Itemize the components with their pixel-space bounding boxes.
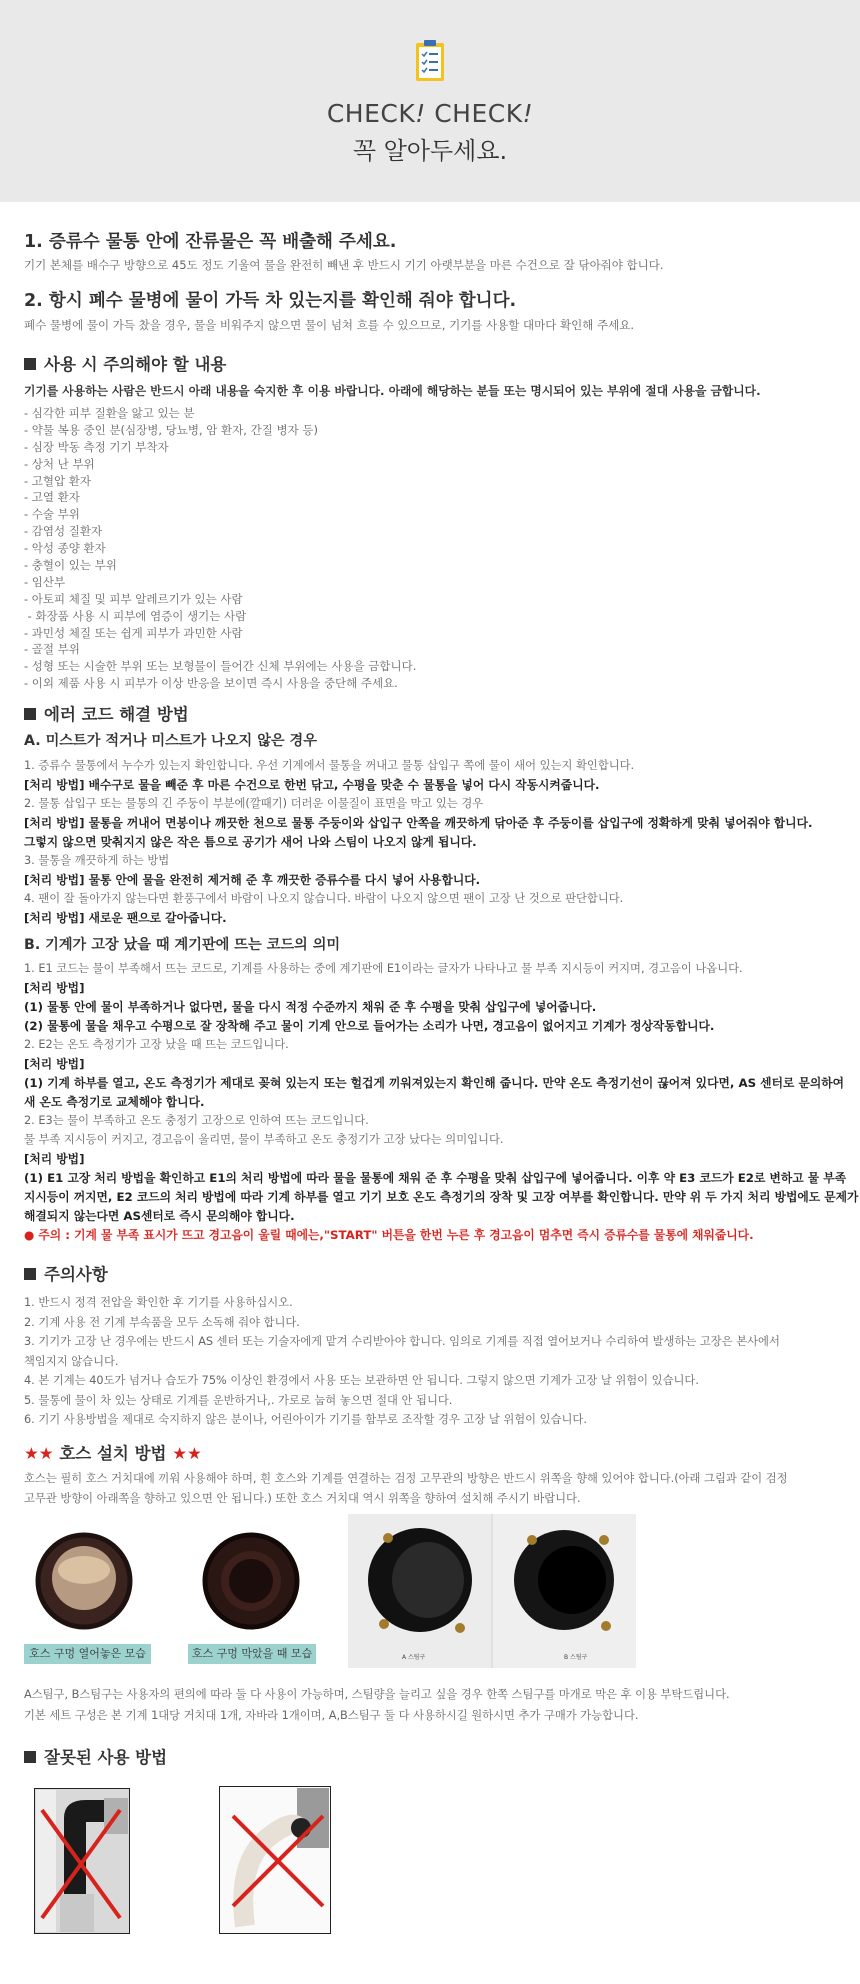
text-line: 2. E2는 온도 측정기가 고장 났을 때 뜨는 코드입니다. xyxy=(24,1038,289,1051)
list-item: - 충혈이 있는 부위 xyxy=(24,558,117,573)
text-line: 지시등이 꺼지면, E2 코드의 처리 방법에 따라 기계 하부를 열고 기기 보호 온도 측정기의 장착 및 고장 여부를 확인합니다. 만약 위 두 가지 처리 방법에도 문제가 xyxy=(24,1190,859,1204)
error-b-title: B. 기계가 고장 났을 때 계기판에 뜨는 코드의 의미 xyxy=(24,937,341,953)
list-item: 6. 기기 사용방법을 제대로 숙지하지 않은 분이나, 어린아이가 기기를 함부로 조작할 경우 고장 날 위험이 있습니다. xyxy=(24,1413,587,1426)
text-line: 2. E3는 물이 부족하고 온도 충정기 고장으로 인하여 뜨는 코드입니다. xyxy=(24,1114,369,1127)
hose-closed-photo xyxy=(196,1528,306,1640)
list-item: - 감염성 질환자 xyxy=(24,524,103,539)
square-bullet-icon xyxy=(24,1751,36,1763)
error-codes-heading: 에러 코드 해결 방법 xyxy=(24,701,189,725)
caution-lead: 기기를 사용하는 사람은 반드시 아래 내용을 숙지한 후 이용 바랍니다. 아래에 해당하는 분들 또는 명시되어 있는 부위에 절대 사용을 금합니다. xyxy=(24,384,761,398)
text-line: (1) 물통 안에 물이 부족하거나 없다면, 물을 다시 적정 수준까지 채워 준 후 수평을 맞춰 삽입구에 넣어줍니다. xyxy=(24,1000,597,1014)
section1-desc: 기기 본체를 배수구 방향으로 45도 정도 기울여 물을 완전히 빼낸 후 반드시 기기 아랫부분을 마른 수건으로 잘 닦아줘야 합니다. xyxy=(24,258,664,272)
header-banner xyxy=(0,0,860,202)
list-item: - 과민성 체질 또는 쉽게 피부가 과민한 사람 xyxy=(24,625,243,640)
label-steam-a: A 스팀구 xyxy=(402,1654,426,1661)
caption-hose-closed: 호스 구멍 막았을 때 모습 xyxy=(188,1644,316,1664)
error-a-lines xyxy=(24,757,812,928)
section2-title: 2. 항시 폐수 물병에 물이 가득 차 있는지를 확인해 줘야 합니다. xyxy=(24,291,517,311)
clipboard-checklist-icon xyxy=(415,38,445,82)
notes-list xyxy=(24,1294,780,1431)
list-item: 5. 물통에 물이 차 있는 상태로 기계를 운반하거나,. 가로로 눕혀 놓으면 절대 안 됩니다. xyxy=(24,1393,453,1407)
list-item: - 성형 또는 시술한 부위 또는 보형물이 들어간 신체 부위에는 사용을 금합니다. xyxy=(24,659,417,674)
check-check-title: CHECK! CHECK! xyxy=(326,99,534,128)
text-line: [처리 방법] 물통을 꺼내어 면봉이나 깨끗한 천으로 물통 주둥이와 삽입구 안쪽을 깨끗하게 닦아준 후 주둥이를 삽입구에 정확하게 맞춰 넣어줘야 합니다. xyxy=(24,816,813,830)
caption-hose-open: 호스 구멍 열어놓은 모습 xyxy=(24,1644,151,1664)
text-line: 2. 물통 삽입구 또는 물통의 긴 주둥이 부분에(깔때기) 더러운 이물질이 표면을 막고 있는 경우 xyxy=(24,797,484,810)
list-item: - 약물 복용 중인 분(심장병, 당뇨병, 암 환자, 간질 병자 등) xyxy=(24,422,318,437)
section2-desc: 폐수 물병에 물이 가득 찼을 경우, 물을 비워주지 않으면 물이 넘쳐 흐를 수 있으므로, 기기를 사용할 대마다 확인해 주세요. xyxy=(24,318,634,332)
text-line: [처리 방법] xyxy=(24,1152,85,1166)
list-item: - 상처 난 부위 xyxy=(24,456,95,471)
section1-title: 1. 증류수 물통 안에 잔류물은 꼭 배출해 주세요. xyxy=(24,232,397,252)
label-steam-b: B 스팀구 xyxy=(564,1654,588,1661)
text-line: 3. 물통을 깨끗하게 하는 방법 xyxy=(24,854,170,867)
text-line: [처리 방법] 물통 안에 물을 완전히 제거해 준 후 깨끗한 증류수를 다시 넣어 사용합니다. xyxy=(24,873,481,887)
text-line: 1. 증류수 물통에서 누수가 있는지 확인합니다. 우선 기계에서 물통을 꺼내고 물통 삽입구 쪽에 물이 새어 있는지 확인합니다. xyxy=(24,759,635,772)
text-line: 물 부족 지시등이 커지고, 경고음이 울리면, 물이 부족하고 온도 충정기가 고장 났다는 의미입니다. xyxy=(24,1133,504,1146)
text-line: 그렇지 않으면 맞춰지지 않은 작은 틈으로 공기가 새어 나와 스팀이 나오지 않게 됩니다. xyxy=(24,835,477,849)
text-line: (1) 기계 하부를 열고, 온도 측정기가 제대로 꽂혀 있는지 또는 헐겁게 끼워져있는지 확인해 줍니다. 만약 온도 측정기선이 끊어져 있다면, AS 센터로 문의하여 xyxy=(24,1076,845,1090)
text-line: (1) E1 고장 처리 방법을 확인하고 E1의 처리 방법에 따라 물을 물통에 채워 준 후 수평을 맞춰 삽입구에 넣어줍니다. 이후 약 E3 코드가 E2로 변하고 물 부족 xyxy=(24,1171,847,1185)
text-line: 새 온도 측정기로 교체해야 합니다. xyxy=(24,1095,205,1109)
list-item: - 임산부 xyxy=(24,574,66,589)
text-line: 해결되지 않는다면 AS센터로 즉시 문의해야 합니다. xyxy=(24,1209,295,1223)
hose-note-1: A스팀구, B스팀구는 사용자의 편의에 따라 둘 다 사용이 가능하며, 스팀량을 늘리고 싶을 경우 한쪽 스팀구를 마개로 막은 후 이용 부탁드립니다. xyxy=(24,1688,730,1701)
wrong-usage-heading: 잘못된 사용 방법 xyxy=(24,1744,167,1768)
list-item: - 화장품 사용 시 피부에 염증이 생기는 사람 xyxy=(24,608,247,623)
list-item: - 악성 종양 환자 xyxy=(24,541,106,556)
hose-desc-1: 호스는 필히 호스 거치대에 끼워 사용해야 하며, 흰 호스와 기계를 연결하는 검정 고무관의 방향은 반드시 위쪽을 향해 있어야 합니다.(아래 그림과 같이 검정 xyxy=(24,1472,788,1485)
hose-desc-2: 고무관 방향이 아래쪽을 향하고 있으면 안 됩니다.) 또한 호스 거치대 역시 위쪽을 향하여 설치해 주시기 바랍니다. xyxy=(24,1492,581,1505)
list-item: - 심장 박동 측정 기기 부착자 xyxy=(24,439,169,454)
steam-port-photos xyxy=(348,1514,636,1668)
text-line: [처리 방법] xyxy=(24,981,85,995)
error-a-title: A. 미스트가 적거나 미스트가 나오지 않은 경우 xyxy=(24,733,317,749)
warning-line: ● 주의 : 기계 물 부족 표시가 뜨고 경고음이 울릴 때에는,"START" 버튼을 한번 누른 후 경고음이 멈추면 즉시 증류수를 물통에 채워줍니다. xyxy=(24,1228,754,1242)
text-line: 4. 팬이 잘 돌아가지 않는다면 환풍구에서 바람이 나오지 않습니다. 바람이 나오지 않으면 팬이 고장 난 것으로 판단합니다. xyxy=(24,892,624,905)
list-item: - 심각한 피부 질환을 앓고 있는 분 xyxy=(24,406,195,420)
page-subtitle: 꼭 알아두세요. xyxy=(352,137,508,165)
list-item: - 아토피 체질 및 피부 알레르기가 있는 사람 xyxy=(24,591,243,606)
list-item: - 골절 부위 xyxy=(24,642,80,657)
notes-heading: 주의사항 xyxy=(24,1261,108,1285)
hose-open-photo xyxy=(29,1528,139,1640)
wrong-usage-photo-1 xyxy=(34,1788,130,1934)
caution-heading: 사용 시 주의해야 할 내용 xyxy=(24,351,226,375)
text-line: [처리 방법] 배수구로 물을 빼준 후 마른 수건으로 한번 닦고, 수평을 맞춘 수 물통을 넣어 다시 작동시켜줍니다. xyxy=(24,778,600,792)
list-item: - 고열 환자 xyxy=(24,490,80,505)
text-line: [처리 방법] 새로운 팬으로 갈아줍니다. xyxy=(24,911,227,925)
list-item: - 이외 제품 사용 시 피부가 이상 반응을 보이면 즉시 사용을 중단해 주세요. xyxy=(24,676,398,691)
hose-note-2: 기본 세트 구성은 본 기계 1대당 거치대 1개, 자바라 1개이며, A,B스팀구 둘 다 사용하시길 원하시면 추가 구매가 가능합니다. xyxy=(24,1709,639,1722)
list-item: - 수술 부위 xyxy=(24,507,80,522)
caution-list xyxy=(24,405,416,692)
text-line: [처리 방법] xyxy=(24,1057,85,1071)
list-item: - 고혈압 환자 xyxy=(24,473,92,488)
square-bullet-icon xyxy=(24,1268,36,1280)
list-item: 책임지지 않습니다. xyxy=(24,1354,119,1368)
text-line: (2) 물통에 물을 채우고 수평으로 잘 장착해 주고 물이 기계 안으로 들어가는 소리가 나면, 경고음이 없어지고 기계가 정상작동합니다. xyxy=(24,1019,715,1033)
list-item: 2. 기계 사용 전 기계 부속품을 모두 소독해 줘야 합니다. xyxy=(24,1315,300,1329)
square-bullet-icon xyxy=(24,358,36,370)
hose-heading: ★★ 호스 설치 방법 ★★ xyxy=(24,1444,202,1463)
list-item: 1. 반드시 정격 전압을 확인한 후 기기를 사용하십시오. xyxy=(24,1296,293,1309)
square-bullet-icon xyxy=(24,708,36,720)
list-item: 3. 기기가 고장 난 경우에는 반드시 AS 센터 또는 기술자에게 맡겨 수리받아야 합니다. 임의로 기계를 직접 열어보거나 수리하여 발생하는 고장은 본사에서 xyxy=(24,1335,780,1348)
text-line: 1. E1 코드는 물이 부족해서 뜨는 코드로, 기계를 사용하는 중에 계기판에 E1이라는 글자가 나타나고 물 부족 지시등이 커지며, 경고음이 나옵니다. xyxy=(24,962,743,975)
list-item: 4. 본 기계는 40도가 넘거나 습도가 75% 이상인 환경에서 사용 또는 보관하면 안 됩니다. 그렇지 않으면 기계가 고장 날 위험이 있습니다. xyxy=(24,1374,699,1387)
error-b-lines xyxy=(24,960,858,1245)
wrong-usage-photo-2 xyxy=(219,1786,331,1934)
